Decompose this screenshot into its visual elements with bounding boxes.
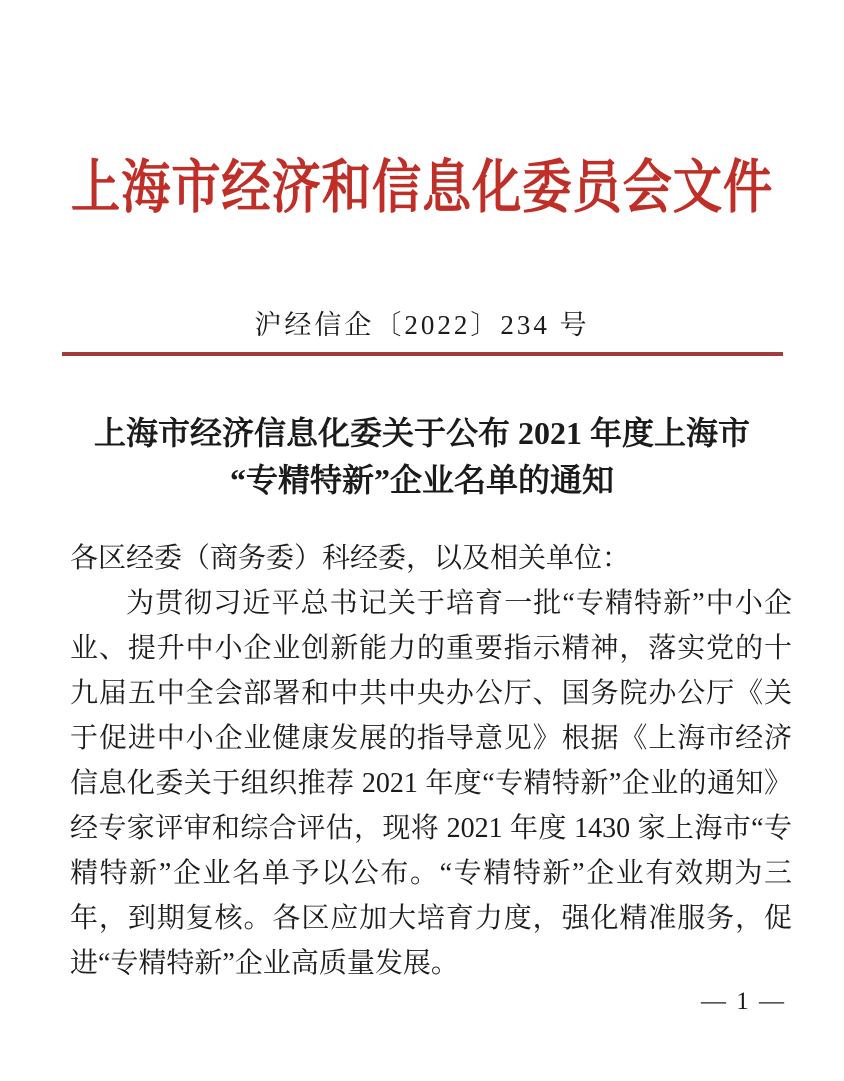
page-number: — 1 — [701,988,786,1015]
notice-body [70,536,792,986]
notice-title-line2: “专精特新”企业名单的通知 [229,462,614,498]
notice-title-line1: 上海市经济信息化委关于公布 2021 年度上海市 [93,415,750,451]
document-number: 沪经信企〔2022〕234 号 [254,310,590,340]
notice-title [0,410,844,504]
salutation-line: 各区经委（商务委）科经委，以及相关单位： [70,543,631,574]
issuing-authority-masthead: 上海市经济和信息化委员会文件 [70,155,774,220]
body-paragraph: 为贯彻习近平总书记关于培育一批“专精特新”中小企业、提升中小企业创新能力的重要指示精神，落实党的十九届五中全会部署和中共中央办公厅、国务院办公厅《关于促进中小企业健康发展的指导意见》根据《上海市经济信息化委关于组织推荐 2021 年度“专精特新”企业的通知》经专家评审和综合评估，现将 2021 年度 1430 家上海市“专精特新”企业名单予以公布。“专精特新”企业有效期为三年，到期复核。各区应加大培育力度，强化精准服务，促进“专精特新”企业高质量发展。 [70,588,792,979]
red-divider-line [62,352,783,356]
